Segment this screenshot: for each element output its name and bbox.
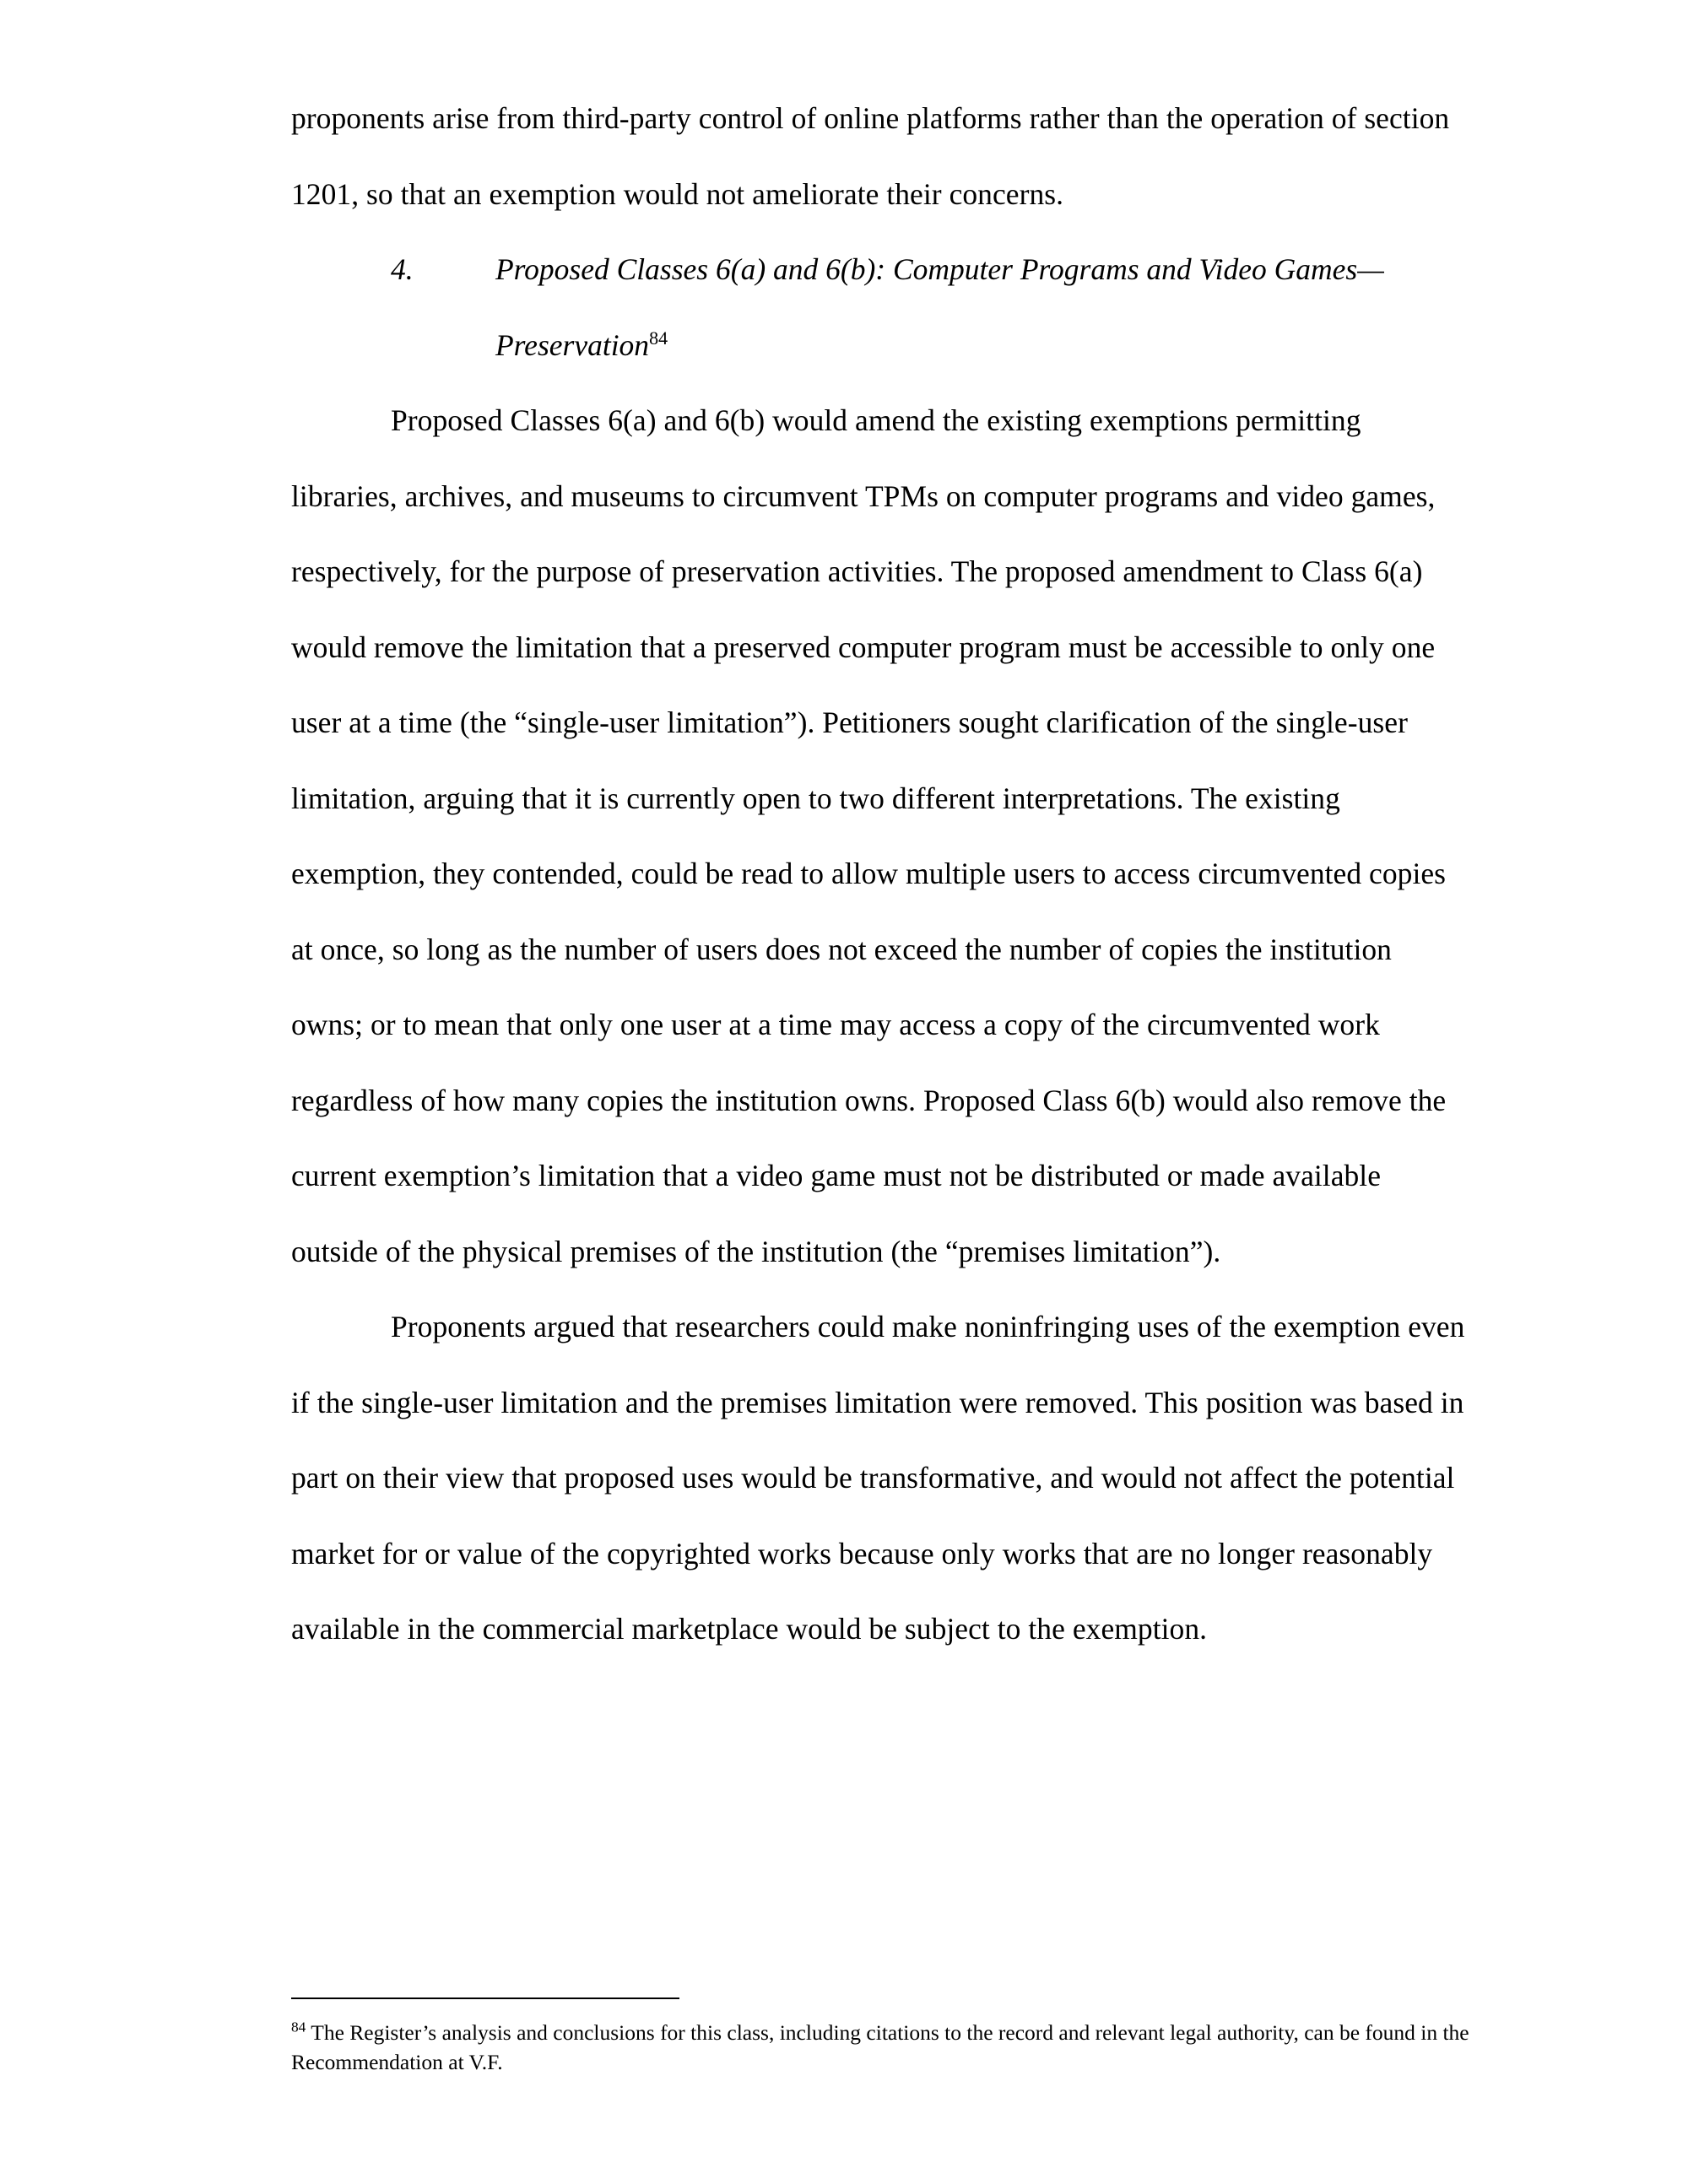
section-heading	[291, 232, 1469, 383]
footnote-text: The Register’s analysis and conclusions for this class, including citations to the record and relevant legal authority, can be found in the Recommendation at V.F.	[291, 2020, 1469, 2074]
paragraph-proposed-classes	[291, 383, 1469, 1289]
paragraph-proponents-argued	[291, 1289, 1469, 1668]
section-heading-line-1	[391, 232, 1469, 308]
footnote-area	[291, 1997, 1473, 2077]
footnote-84	[291, 2018, 1473, 2077]
section-heading-number: 4.	[391, 252, 414, 286]
section-heading-subtitle: Preservation	[495, 327, 650, 362]
paragraph-proposed-classes-text: Proposed Classes 6(a) and 6(b) would amend the existing exemptions permitting libraries, archives, and museums to circumvent TPMs on computer programs and video games, respectively, for the purpose of preservation activities. The proposed amendment to Class 6(a) would remove the limitation that a preserved computer program must be accessible to only one user at a time (the “single-user limitation”). Petitioners sought clarification of the single-user limitation, arguing that it is currently open to two different interpretations. The existing exemption, they contended, could be read to allow multiple users to access circumvented copies at once, so long as the number of users does not exceed the number of copies the institution owns; or to mean that only one user at a time may access a copy of the circumvented work regardless of how many copies the institution owns. Proposed Class 6(b) would also remove the current exemption’s limitation that a video game must not be distributed or made available outside of the physical premises of the institution (the “premises limitation”).	[291, 403, 1447, 1268]
paragraph-proponents-argued-text: Proponents argued that researchers could make noninfringing uses of the exemption even if the single-user limitation and the premises limitation were removed. This position was based in part on their view that proposed uses would be transformative, and would not affect the potential market for or value of the copyrighted works because only works that are no longer reasonably available in the commercial marketplace would be subject to the exemption.	[291, 1310, 1465, 1646]
paragraph-continuation-text: proponents arise from third-party control of online platforms rather than the operation of section 1201, so that an exemption would not ameliorate their concerns.	[291, 101, 1450, 211]
section-heading-title: Proposed Classes 6(a) and 6(b): Computer Programs and Video Games—	[495, 252, 1384, 286]
footnote-separator-rule	[291, 1997, 679, 1999]
footnote-marker: 84	[291, 2019, 306, 2035]
section-heading-line-2	[443, 308, 1469, 384]
page-body	[291, 81, 1469, 1668]
section-heading-footnote-marker: 84	[649, 327, 668, 349]
paragraph-continuation	[291, 81, 1469, 232]
